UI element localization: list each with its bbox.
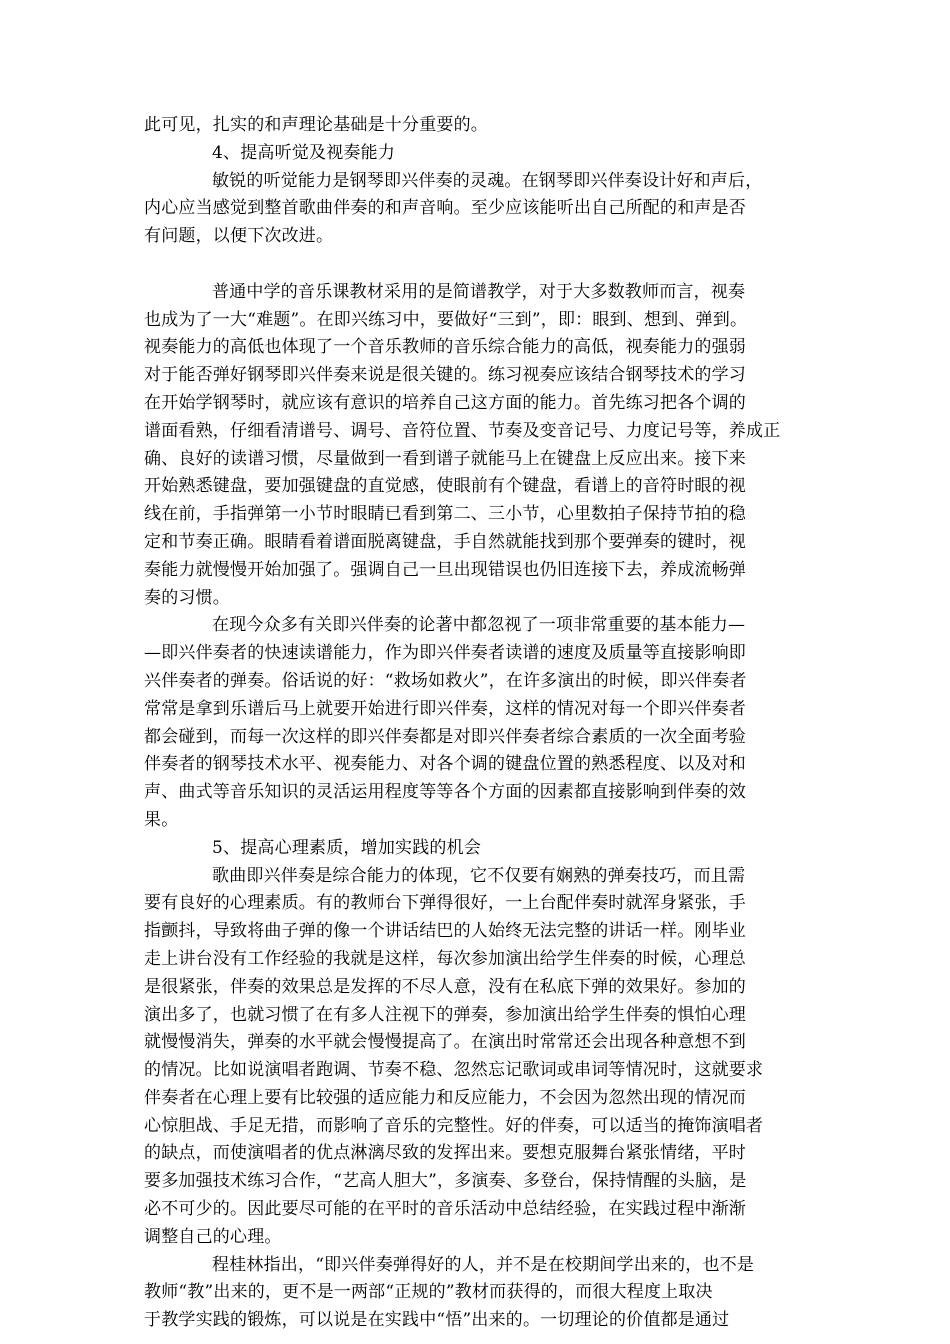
text-line: 伴奏者在心理上要有比较强的适应能力和反应能力，不会因为忽然出现的情况而 — [144, 1087, 746, 1108]
text-line: 都会碰到，而每一次这样的即兴伴奏都是对即兴伴奏者综合素质的一次全面考验 — [144, 726, 746, 747]
text-line: 心惊胆战、手足无措，而影响了音乐的完整性。好的伴奏，可以适当的掩饰演唱者 — [144, 1115, 764, 1136]
text-line: 对于能否弹好钢琴即兴伴奏来说是很关键的。练习视奏应该结合钢琴技术的学习 — [144, 365, 746, 386]
text-line: 要多加强技术练习合作，“艺高人胆大”，多演奏、多登台，保持情醒的头脑，是 — [144, 1171, 747, 1192]
text-line: 内心应当感觉到整首歌曲伴奏的和声音响。至少应该能听出自己所配的和声是否 — [144, 198, 746, 219]
text-line: 奏能力就慢慢开始加强了。强调自己一旦出现错误也仍旧连接下去，养成流畅弹 — [144, 559, 746, 580]
text-line: 在现今众多有关即兴伴奏的论著中都忽视了一项非常重要的基本能力— — [212, 615, 746, 636]
section-heading-5: 5、提高心理素质，增加实践的机会 — [212, 837, 482, 858]
text-line: 开始熟悉键盘，要加强键盘的直觉感，使眼前有个键盘，看谱上的音符时眼的视 — [144, 476, 746, 497]
text-line: 教师“教”出来的，更不是一两部“正规的”教材而获得的，而很大程度上取决 — [144, 1282, 713, 1303]
text-line: 定和节奏正确。眼睛看着谱面脱离键盘，手自然就能找到那个要弹奏的键时，视 — [144, 531, 746, 552]
text-line: 歌曲即兴伴奏是综合能力的体现，它不仅要有娴熟的弹奏技巧，而且需 — [212, 865, 746, 886]
text-line: 敏锐的听觉能力是钢琴即兴伴奏的灵魂。在钢琴即兴伴奏设计好和声后， — [212, 170, 763, 191]
text-line: 演出多了，也就习惯了在有多人注视下的弹奏，参加演出给学生伴奏的惧怕心理 — [144, 1004, 746, 1025]
text-line: 兴伴奏者的弹奏。俗话说的好：“救场如救火”，在许多演出的时候，即兴伴奏者 — [144, 670, 747, 691]
text-line: 视奏能力的高低也体现了一个音乐教师的音乐综合能力的高低，视奏能力的强弱 — [144, 337, 746, 358]
text-line: —即兴伴奏者的快速读谱能力，作为即兴伴奏者读谱的速度及质量等直接影响即 — [144, 643, 746, 664]
text-line: 要有良好的心理素质。有的教师台下弹得很好，一上台配伴奏时就浑身紧张，手 — [144, 893, 746, 914]
section-heading-4: 4、提高听觉及视奏能力 — [212, 142, 396, 163]
text-line: 普通中学的音乐课教材采用的是简谱教学，对于大多数教师而言，视奏 — [212, 281, 746, 302]
text-line: 线在前，手指弹第一小节时眼睛已看到第二、三小节，心里数拍子保持节拍的稳 — [144, 504, 746, 525]
text-line: 伴奏者的钢琴技术水平、视奏能力、对各个调的键盘位置的熟悉程度、以及对和 — [144, 754, 746, 775]
text-line: 就慢慢消失，弹奏的水平就会慢慢提高了。在演出时常常还会出现各种意想不到 — [144, 1032, 746, 1053]
text-line: 的情况。比如说演唱者跑调、节奏不稳、忽然忘记歌词或串词等情况时，这就要求 — [144, 1060, 764, 1081]
blank-line — [144, 251, 811, 279]
text-line: 调整自己的心理。 — [144, 1226, 282, 1247]
text-line: 程桂林指出，“即兴伴奏弹得好的人，并不是在校期间学出来的，也不是 — [212, 1254, 755, 1275]
text-line: 必不可少的。因此要尽可能的在平时的音乐活动中总结经验，在实践过程中渐渐 — [144, 1199, 746, 1220]
text-line: 在开始学钢琴时，就应该有意识的培养自己这方面的能力。首先练习把各个调的 — [144, 392, 746, 413]
text-line: 此可见，扎实的和声理论基础是十分重要的。 — [144, 115, 488, 135]
text-line: 指颤抖，导致将曲子弹的像一个讲话结巴的人始终无法完整的讲话一样。刚毕业 — [144, 921, 746, 942]
text-line: 果。 — [144, 809, 179, 830]
text-line: 确、良好的读谱习惯，尽量做到一看到谱子就能马上在键盘上反应出来。接下来 — [144, 448, 746, 469]
text-line: 的缺点，而使演唱者的优点淋漓尽致的发挥出来。要想克服舞台紧张情绪，平时 — [144, 1143, 746, 1164]
text-line: 奏的习惯。 — [144, 587, 230, 608]
text-line: 常常是拿到乐谱后马上就要开始进行即兴伴奏，这样的情况对每一个即兴伴奏者 — [144, 698, 746, 719]
text-line: 走上讲台没有工作经验的我就是这样，每次参加演出给学生伴奏的时候，心理总 — [144, 948, 746, 969]
text-line: 声、曲式等音乐知识的灵活运用程度等等各个方面的因素都直接影响到伴奏的效 — [144, 782, 746, 803]
text-line: 也成为了一大“难题”。在即兴练习中，要做好“三到”，即：眼到、想到、弹到。 — [144, 309, 748, 330]
text-line: 有问题，以便下次改进。 — [144, 226, 334, 247]
text-line: 于教学实践的锻炼，可以说是在实践中“悟”出来的。一切理论的价值都是通过 — [144, 1310, 730, 1331]
document-page — [144, 112, 811, 1342]
text-line: 是很紧张，伴奏的效果总是发挥的不尽人意，没有在私底下弹的效果好。参加的 — [144, 976, 746, 997]
text-line: 谱面看熟，仔细看清谱号、调号、音符位置、节奏及变音记号、力度记号等，养成正 — [144, 420, 781, 441]
